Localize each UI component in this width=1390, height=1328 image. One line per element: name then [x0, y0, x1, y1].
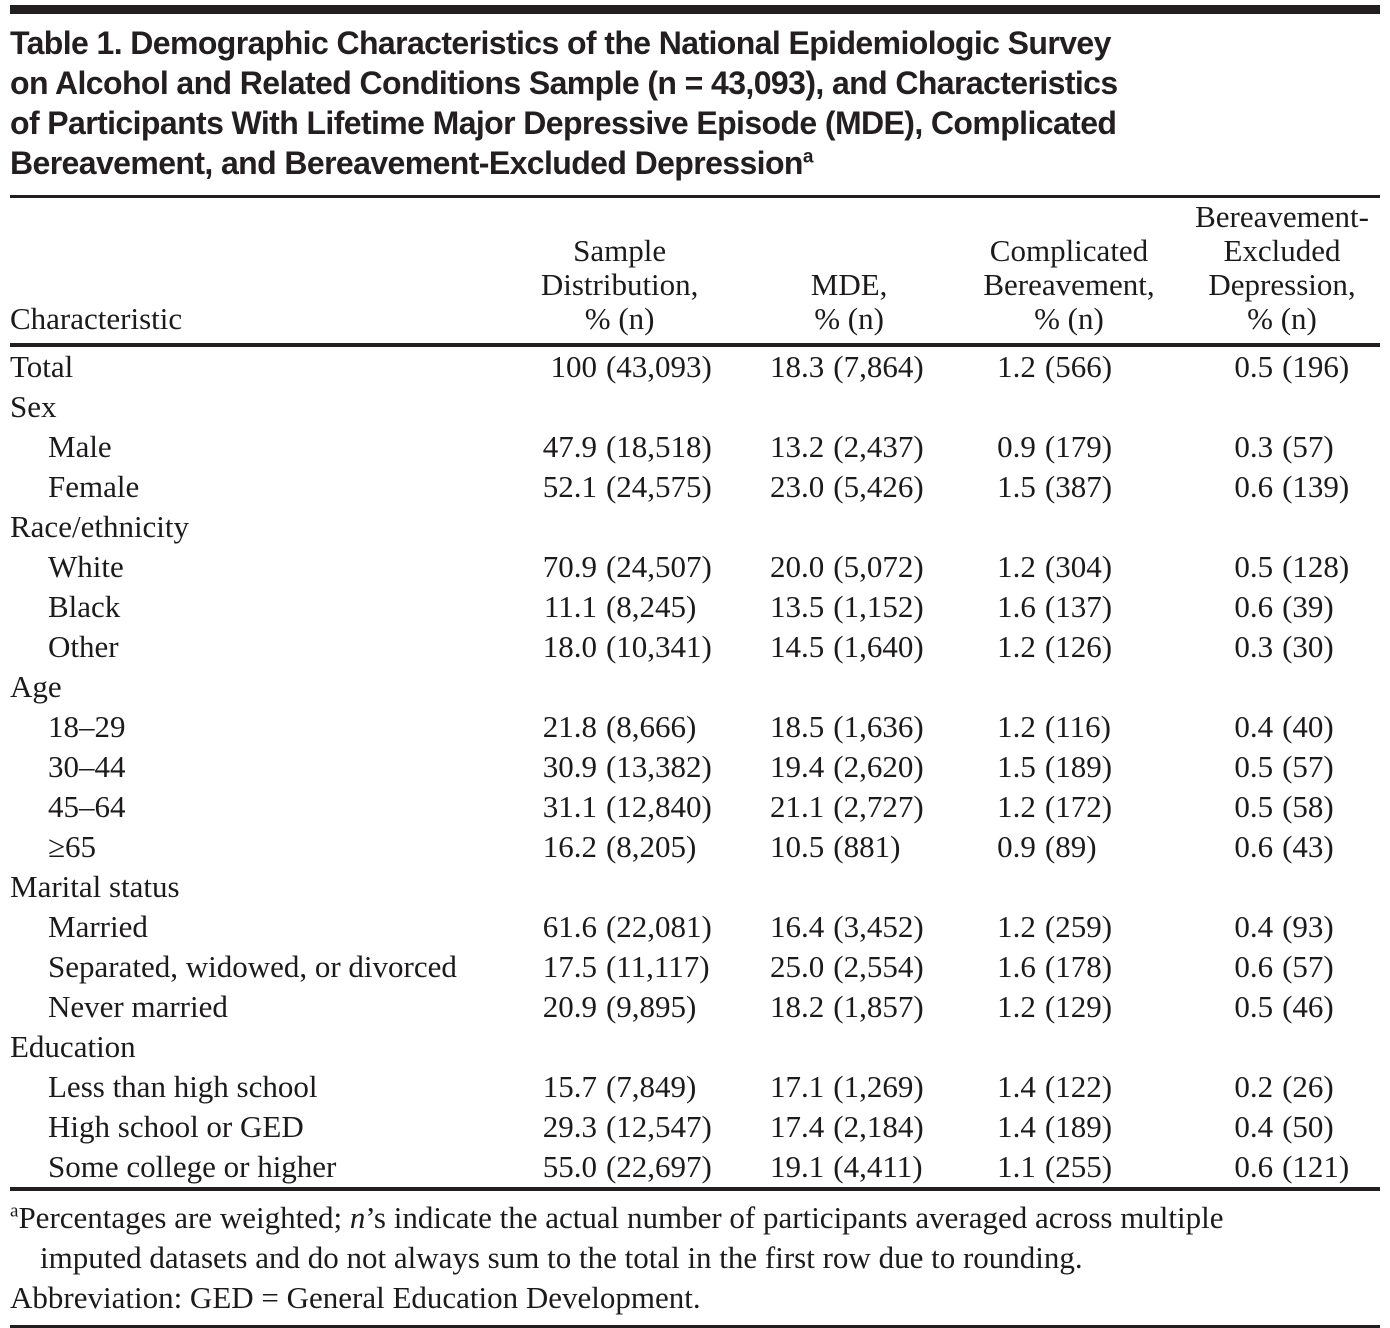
cell-value: 1.2 (126): [997, 629, 1113, 664]
cell-value: 1.2 (304): [997, 549, 1113, 584]
cell-value: [954, 867, 1184, 907]
cell-value: [954, 667, 1184, 707]
cell-value: [744, 1027, 954, 1067]
title-footnote-marker: a: [802, 146, 813, 168]
cell-value: 0.6 (43): [1234, 829, 1334, 864]
row-label: White: [48, 549, 124, 584]
cell-value: 25.0 (2,554): [770, 949, 924, 984]
cell-value: 100 (43,093): [550, 349, 712, 384]
cell-value: 1.4 (122): [997, 1069, 1113, 1104]
table-row: [10, 627, 1380, 667]
row-label: Black: [48, 589, 121, 624]
cell-value: 0.4 (40): [1234, 709, 1334, 744]
cell-value: 20.0 (5,072): [770, 549, 924, 584]
top-rule: [10, 5, 1380, 14]
cell-value: 0.9 (89): [997, 829, 1097, 864]
cell-value: 0.6 (139): [1234, 469, 1350, 504]
cell-value: [744, 667, 954, 707]
row-label: Less than high school: [48, 1069, 318, 1104]
table-row: [10, 707, 1380, 747]
cell-value: 0.3 (30): [1234, 629, 1334, 664]
footnote-a-text: Percentages are weighted;: [18, 1200, 350, 1235]
title-line: Table 1. Demographic Characteristics of the National Epidemiologic Survey: [10, 25, 1111, 61]
table-row: [10, 1147, 1380, 1189]
row-label: Never married: [48, 989, 228, 1024]
cell-value: 1.6 (137): [997, 589, 1113, 624]
cell-value: 0.5 (128): [1234, 549, 1350, 584]
footnote-a-text: ’s indicate the actual number of participants averaged across multiple: [365, 1200, 1224, 1235]
cell-value: 29.3 (12,547): [542, 1109, 712, 1144]
table-row: [10, 587, 1380, 627]
cell-value: 1.1 (255): [997, 1149, 1113, 1184]
cell-value: 0.5 (57): [1234, 749, 1334, 784]
table-row: [10, 1107, 1380, 1147]
cell-value: 0.4 (50): [1234, 1109, 1334, 1144]
cell-value: 1.6 (178): [997, 949, 1113, 984]
row-label: Race/ethnicity: [10, 509, 190, 544]
cell-value: 0.5 (58): [1234, 789, 1334, 824]
cell-value: 18.3 (7,864): [770, 349, 924, 384]
cell-value: 52.1 (24,575): [542, 469, 712, 504]
header-cell-bereavement-excluded-depression: Bereavement- Excluded Depression, % (n): [1184, 198, 1380, 345]
cell-value: 0.2 (26): [1234, 1069, 1334, 1104]
cell-value: 0.6 (39): [1234, 589, 1334, 624]
row-label: 18–29: [48, 709, 126, 744]
cell-value: 21.8 (8,666): [542, 709, 697, 744]
footnote-a-italic-n: n: [349, 1200, 366, 1235]
demographics-table: [10, 198, 1380, 1191]
table-row: [10, 987, 1380, 1027]
cell-value: [744, 507, 954, 547]
table-title: [10, 23, 1380, 183]
row-label: Other: [48, 629, 119, 664]
cell-value: 1.2 (172): [997, 789, 1113, 824]
row-label: Marital status: [10, 869, 180, 904]
cell-value: 1.5 (189): [997, 749, 1113, 784]
cell-value: [1184, 507, 1380, 547]
cell-value: 1.4 (189): [997, 1109, 1113, 1144]
cell-value: 13.2 (2,437): [770, 429, 924, 464]
header-cell-sample-distribution: Sample Distribution, % (n): [495, 198, 744, 345]
table-row: [10, 427, 1380, 467]
footnote-a-continuation: imputed datasets and do not always sum to the total in the first row due to rounding.: [40, 1240, 1083, 1275]
table-row: [10, 345, 1380, 387]
cell-value: 19.1 (4,411): [770, 1149, 923, 1184]
cell-value: [495, 1027, 744, 1067]
cell-value: 55.0 (22,697): [542, 1149, 712, 1184]
header-cell-complicated-bereavement: Complicated Bereavement, % (n): [954, 198, 1184, 345]
row-label: Separated, widowed, or divorced: [48, 949, 457, 984]
table-row: [10, 467, 1380, 507]
table-row: [10, 1067, 1380, 1107]
table-row: [10, 787, 1380, 827]
cell-value: 18.5 (1,636): [770, 709, 924, 744]
cell-value: [954, 387, 1184, 427]
cell-value: [495, 667, 744, 707]
row-label: Some college or higher: [48, 1149, 337, 1184]
cell-value: 18.2 (1,857): [770, 989, 924, 1024]
row-label: 30–44: [48, 749, 126, 784]
cell-value: [744, 867, 954, 907]
cell-value: 17.5 (11,117): [542, 949, 710, 984]
cell-value: 21.1 (2,727): [770, 789, 924, 824]
cell-value: 47.9 (18,518): [542, 429, 712, 464]
table-row: [10, 547, 1380, 587]
row-label: Total: [10, 349, 74, 384]
title-line: of Participants With Lifetime Major Depressive Episode (MDE), Complicated: [10, 105, 1117, 141]
cell-value: 19.4 (2,620): [770, 749, 924, 784]
cell-value: 0.5 (196): [1234, 349, 1350, 384]
cell-value: 16.4 (3,452): [770, 909, 924, 944]
cell-value: 70.9 (24,507): [542, 549, 712, 584]
cell-value: 0.6 (121): [1234, 1149, 1350, 1184]
cell-value: [954, 507, 1184, 547]
table-row: [10, 907, 1380, 947]
cell-value: [1184, 867, 1380, 907]
header-cell-characteristic: Characteristic: [10, 198, 495, 345]
table-row: [10, 947, 1380, 987]
group-row: [10, 387, 1380, 427]
group-row: [10, 507, 1380, 547]
cell-value: [1184, 667, 1380, 707]
cell-value: [744, 387, 954, 427]
cell-value: 0.5 (46): [1234, 989, 1334, 1024]
cell-value: 61.6 (22,081): [542, 909, 712, 944]
row-label: High school or GED: [48, 1109, 304, 1144]
footnote-a-marker: a: [10, 1200, 19, 1222]
cell-value: 0.6 (57): [1234, 949, 1334, 984]
cell-value: 10.5 (881): [770, 829, 901, 864]
cell-value: 23.0 (5,426): [770, 469, 924, 504]
row-label: Male: [48, 429, 112, 464]
row-label: Age: [10, 669, 62, 704]
cell-value: [954, 1027, 1184, 1067]
cell-value: 17.4 (2,184): [770, 1109, 924, 1144]
cell-value: 1.2 (129): [997, 989, 1113, 1024]
cell-value: [1184, 387, 1380, 427]
row-label: Sex: [10, 389, 57, 424]
title-line: on Alcohol and Related Conditions Sample (n = 43,093), and Characteristics: [10, 65, 1118, 101]
cell-value: 31.1 (12,840): [542, 789, 712, 824]
cell-value: 1.2 (116): [997, 709, 1111, 744]
cell-value: 17.1 (1,269): [770, 1069, 924, 1104]
cell-value: 14.5 (1,640): [770, 629, 924, 664]
cell-value: 30.9 (13,382): [542, 749, 712, 784]
row-label: ≥65: [48, 829, 97, 864]
cell-value: 15.7 (7,849): [542, 1069, 697, 1104]
cell-value: 16.2 (8,205): [542, 829, 697, 864]
cell-value: 0.3 (57): [1234, 429, 1334, 464]
title-line: [10, 143, 1380, 183]
header-cell-mde: MDE, % (n): [744, 198, 954, 345]
row-label: Female: [48, 469, 140, 504]
row-label: 45–64: [48, 789, 126, 824]
cell-value: 20.9 (9,895): [542, 989, 697, 1024]
cell-value: [1184, 1027, 1380, 1067]
header-row: [10, 198, 1380, 345]
footnotes: [10, 1198, 1380, 1318]
table-body: [10, 345, 1380, 1189]
cell-value: 1.2 (566): [997, 349, 1113, 384]
table-row: [10, 827, 1380, 867]
footnote-a: [10, 1198, 1380, 1238]
row-label: Married: [48, 909, 148, 944]
group-row: [10, 667, 1380, 707]
cell-value: 0.4 (93): [1234, 909, 1334, 944]
cell-value: 13.5 (1,152): [770, 589, 924, 624]
cell-value: [495, 867, 744, 907]
cell-value: [495, 387, 744, 427]
cell-value: 0.9 (179): [997, 429, 1113, 464]
cell-value: [495, 507, 744, 547]
cell-value: 18.0 (10,341): [542, 629, 712, 664]
group-row: [10, 1027, 1380, 1067]
group-row: [10, 867, 1380, 907]
table-row: [10, 747, 1380, 787]
cell-value: 1.2 (259): [997, 909, 1113, 944]
cell-value: 11.1 (8,245): [543, 589, 697, 624]
abbreviation-note: Abbreviation: GED = General Education Development.: [10, 1280, 701, 1315]
row-label: Education: [10, 1029, 136, 1064]
title-line-text: Bereavement, and Bereavement-Excluded Depression: [10, 145, 803, 181]
cell-value: 1.5 (387): [997, 469, 1113, 504]
